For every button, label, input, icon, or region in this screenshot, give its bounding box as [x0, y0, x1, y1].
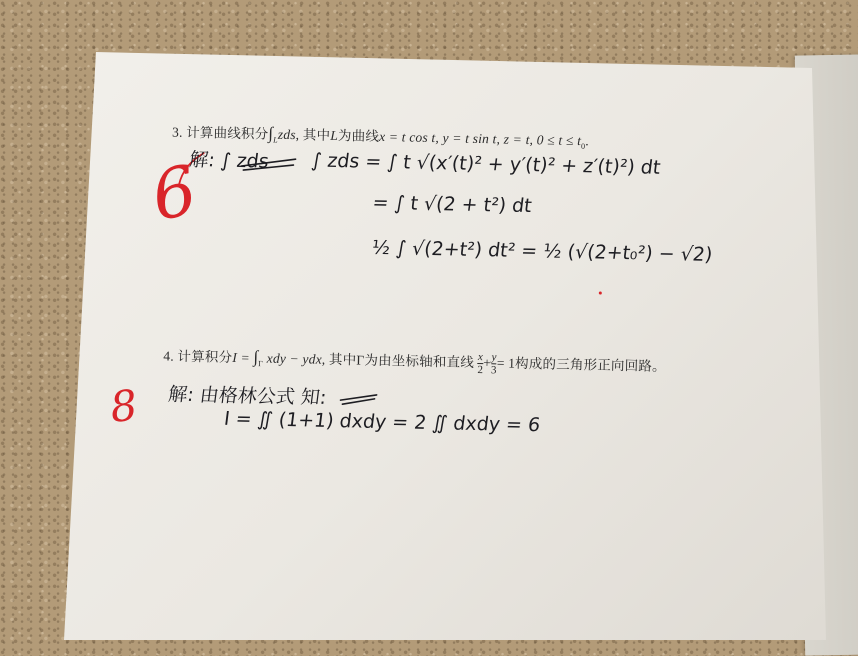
problem-4-eq: = 1: [496, 355, 516, 371]
problem-4-number: 4.: [163, 348, 175, 364]
fraction-1-numerator: x: [477, 351, 484, 364]
problem-3-sub: 0: [580, 141, 586, 151]
problem-3-solution-line-4: ½ ∫ √(2+t²) dt² = ½ (√(2+t₀²) − √2): [370, 236, 714, 266]
problem-3-score: 6: [145, 151, 204, 237]
problem-3-solution-line-3: = ∫ t √(2 + t²) dt: [371, 191, 534, 218]
problem-3-strike: [235, 146, 356, 179]
problem-3-integrand: zds: [277, 126, 296, 143]
problem-4-lhs: I =: [232, 349, 251, 366]
problem-3-var-sub: L: [273, 135, 278, 145]
problem-4-solution-line-2: I = ∬ (1+1) dxdy = 2 ∬ dxdy = 6: [222, 407, 542, 437]
problem-4-score: 8: [107, 380, 140, 433]
fraction-2-denominator: 3: [490, 364, 497, 377]
problem-4-integral-text: xdy − ydx: [266, 350, 323, 367]
problem-3-end: .: [585, 133, 590, 149]
plus-sign: +: [483, 355, 492, 371]
problem-3-number: 3.: [171, 124, 183, 140]
integral-sign: ∫: [268, 123, 274, 143]
problem-3-solution-line-1: 解: ∫ zds: [187, 148, 271, 173]
problem-4-solution-line-1: 解: 由格林公式 知:: [167, 383, 328, 409]
problem-4-statement: 4. 计算积分$I = \int_\Gamma$ xdy − ydx, 其中Γ为由坐标轴和直线 $\frac{x}{2}$ + $\frac{y}{3}$ = 1构成的三角形正向回路。: [163, 347, 666, 377]
problem-3-solution-line-2: ∫ zds = ∫ t √(x′(t)² + y′(t)² + z′(t)²) dt: [310, 149, 662, 179]
integral-sign-2: ∫: [253, 347, 259, 367]
problem-3-curve: x = t cos t, y = t sin t, z = t, 0 ≤ t ≤ t: [378, 128, 582, 149]
red-dot: [599, 292, 602, 295]
problem-3-prefix: 计算曲线积分: [186, 124, 269, 142]
problem-4-strike: [336, 384, 397, 415]
problem-3-var: L: [330, 127, 339, 144]
problem-4-middle: , 其中Γ为由坐标轴和直线: [321, 351, 475, 370]
problem-4-end: 构成的三角形正向回路。: [514, 355, 666, 374]
fraction-2-numerator: y: [491, 351, 497, 364]
fraction-1-denominator: 2: [477, 364, 484, 377]
problem-3-middle: , 其中: [295, 127, 331, 143]
problem-4-prefix: 计算积分: [177, 348, 233, 365]
problem-3-text2: 为曲线: [337, 128, 380, 144]
